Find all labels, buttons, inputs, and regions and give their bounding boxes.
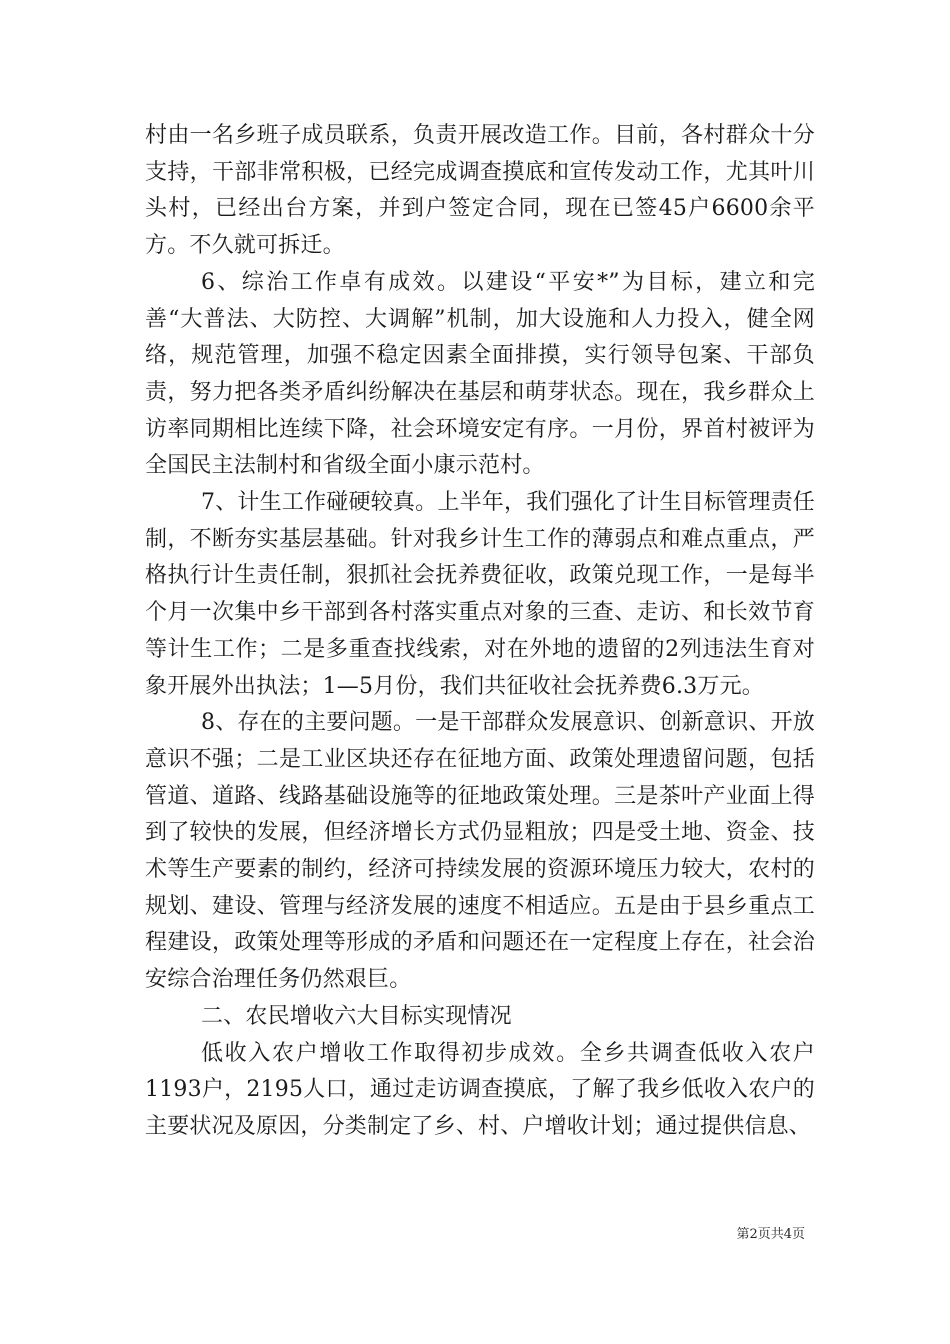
page-footer <box>0 1223 950 1242</box>
document-body <box>145 118 815 1146</box>
paragraph-item-7: 7、计生工作碰硬较真。上半年，我们强化了计生目标管理责任制，不断夯实基层基础。针对我乡计生工作的薄弱点和难点重点，严格执行计生责任制，狠抓社会抚养费征收，政策兑现工作，一是每半个月一次集中乡干部到各村落实重点对象的三查、走访、和长效节育等计生工作；二是多重查找线索，对在外地的遗留的2列违法生育对象开展外出执法；1—5月份，我们共征收社会抚养费6.3万元。 <box>145 490 815 699</box>
paragraph-continuation: 村由一名乡班子成员联系，负责开展改造工作。目前，各村群众十分支持，干部非常积极，已经完成调查摸底和宣传发动工作，尤其叶川头村，已经出台方案，并到户签定合同，现在已签45户6600余平方。不久就可拆迁。 <box>145 123 815 259</box>
page-number: 第2页共4页 <box>736 1227 805 1242</box>
paragraph-section-2: 低收入农户增收工作取得初步成效。全乡共调查低收入农户1193户，2195人口，通过走访调查摸底，了解了我乡低收入农户的主要状况及原因，分类制定了乡、村、户增收计划；通过提供信息、 <box>145 1040 815 1139</box>
section-heading: 二、农民增收六大目标实现情况 <box>201 1003 512 1029</box>
paragraph-item-6: 6、综治工作卓有成效。以建设“平安*”为目标，建立和完善“大普法、大防控、大调解”机制，加大设施和人力投入，健全网络，规范管理，加强不稳定因素全面排摸，实行领导包案、干部负责，努力把各类矛盾纠纷解决在基层和萌芽状态。现在，我乡群众上访率同期相比连续下降，社会环境安定有序。一月份，界首村被评为全国民主法制村和省级全面小康示范村。 <box>145 269 815 479</box>
paragraph-item-8: 8、存在的主要问题。一是干部群众发展意识、创新意识、开放意识不强；二是工业区块还存在征地方面、政策处理遗留问题，包括管道、道路、线路基础设施等的征地政策处理。三是茶叶产业面上得到了较快的发展，但经济增长方式仍显粗放；四是受土地、资金、技术等生产要素的制约，经济可持续发展的资源环境压力较大，农村的规划、建设、管理与经济发展的速度不相适应。五是由于县乡重点工程建设，政策处理等形成的矛盾和问题还在一定程度上存在，社会治安综合治理任务仍然艰巨。 <box>145 710 815 993</box>
